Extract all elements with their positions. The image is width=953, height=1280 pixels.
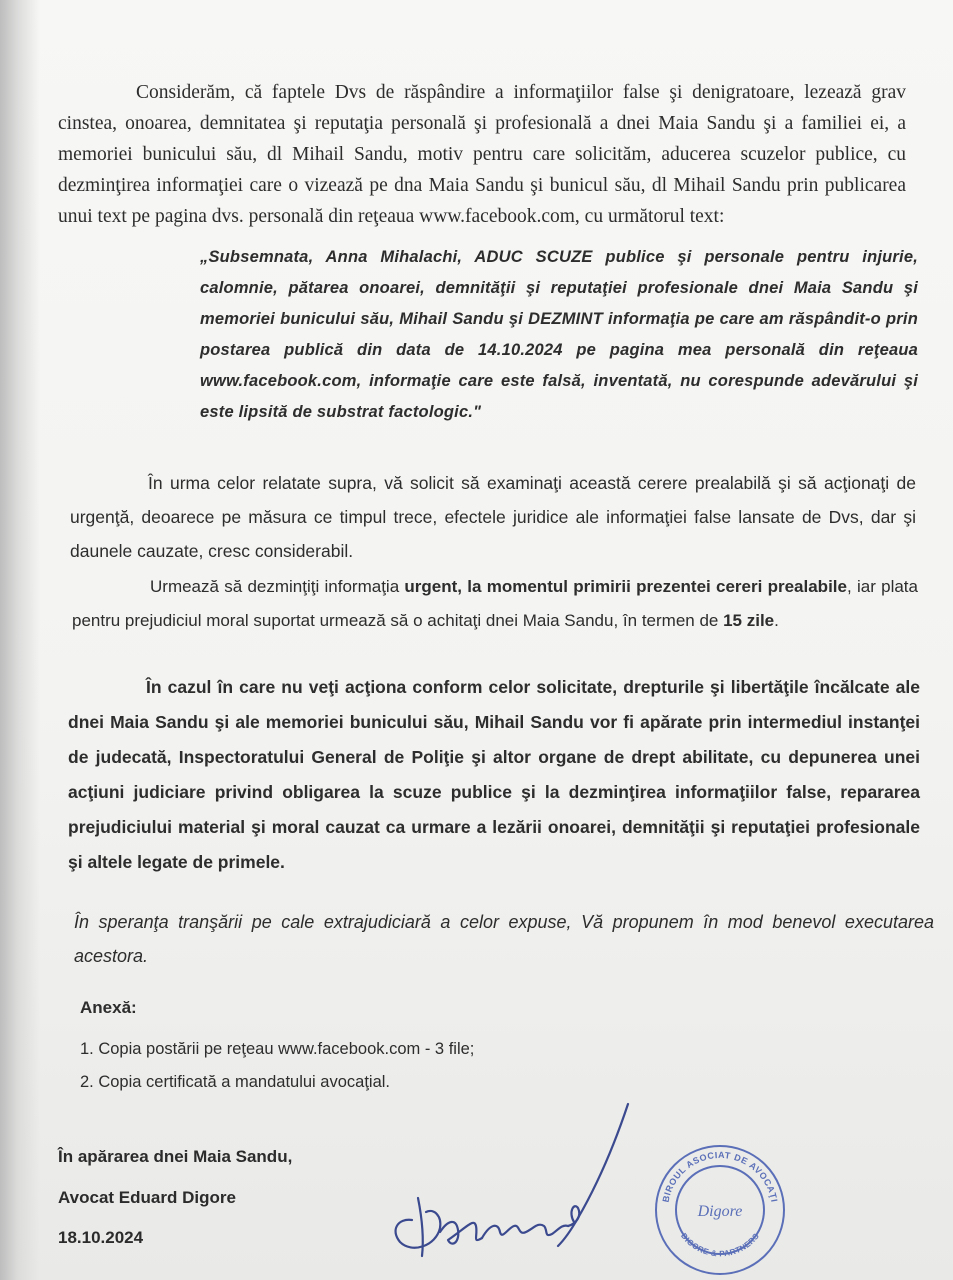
- stamp-bottom-text: DIGORE & PARTNERS: [679, 1231, 761, 1259]
- deadline-urgent: urgent, la momentul primirii prezentei cereri prealabile: [404, 577, 847, 596]
- paragraph-hope: În speranţa tranşării pe cale extrajudiciară a celor expuse, Vă propunem în mod benevol executarea acestora.: [74, 912, 934, 966]
- annex-item: 2. Copia certificată a mandatului avocaţial.: [80, 1073, 391, 1091]
- signature-line-defense: În apărarea dnei Maia Sandu,: [58, 1147, 293, 1166]
- annex-item: 1. Copia postării pe reţeau www.facebook.com - 3 file;: [80, 1040, 475, 1058]
- paragraph-request: În urma celor relatate supra, vă solicit să examinaţi această cerere prealabilă şi să acţionaţi de urgenţă, deoarece pe măsura ce timpul trece, efectele juridice ale informaţiei false lansate de Dvs, dar şi daunele cauzate, cresc considerabil.: [70, 473, 916, 561]
- stamp-center-text: Digore: [697, 1203, 743, 1220]
- paragraph-considering: Considerăm, că faptele Dvs de răspândire a informaţiilor false şi denigratoare, lezează grav cinstea, onoarea, demnitatea şi reputaţia personală şi profesională a dnei Maia Sandu şi a familiei ei, a memoriei bunicului său, dl Mihail Sandu, motiv pentru care solicităm, aducerea scuzelor publice, cu dezminţirea informaţiei care o vizează pe dna Maia Sandu şi bunicul său, dl Mihail Sandu prin publicarea unui text pe pagina dvs. personală din reţeaua www.facebook.com, cu următorul text:: [58, 82, 906, 227]
- deadline-text-2: , iar plata pentru prejudiciul moral suportat urmează să o achitaţi dnei Maia Sandu, în termen de: [72, 577, 918, 630]
- paragraph-case: În cazul în care nu veţi acţiona conform celor solicitate, drepturile şi libertăţile încălcate ale dnei Maia Sandu şi ale memoriei bunicului său, Mihail Sandu vor fi apărate prin intermediul instanţei de judecată, Inspectoratului General de Poliţie şi altor organe de drept abilitate, cu depunerea unei acţiuni judiciare privind obligarea la scuze publice şi la dezminţirea informaţiilor false, repararea prejudiciului material şi moral cauzat ca urmare a lezării onoarei, demnităţii şi reputaţiei profesionale şi altele legate de primele.: [68, 677, 920, 872]
- handwritten-signature: [378, 1100, 638, 1260]
- signature-date: 18.10.2024: [58, 1228, 144, 1247]
- signature-line-lawyer: Avocat Eduard Digore: [58, 1188, 236, 1207]
- paragraph-deadline: [72, 570, 918, 638]
- deadline-text-1: Urmează să dezminţiţi informaţia: [150, 577, 405, 596]
- annex-title: Anexă:: [80, 998, 137, 1017]
- deadline-days: 15 zile: [723, 611, 775, 630]
- svg-text:DIGORE & PARTNERS: [679, 1231, 761, 1258]
- lawyer-stamp: [650, 1140, 790, 1280]
- page-shadow-edge: [0, 0, 40, 1280]
- stamp-ring-text: BIROUL ASOCIAT DE AVOCAŢI: [660, 1149, 780, 1204]
- apology-quote: „Subsemnata, Anna Mihalachi, ADUC SCUZE publice şi personale pentru injurie, calomnie, pătarea onoarei, demnităţii şi reputaţiei profesionale dnei Maia Sandu şi memoriei bunicului său, Mihail Sandu şi DEZMINT informaţia pe care am răspândit-o prin postarea publică din data de 14.10.2024 pe pagina mea personală din reţeaua www.facebook.com, informaţie care este falsă, inventată, nu corespunde adevărului şi este lipsită de substrat factologic.": [200, 248, 918, 421]
- deadline-text-3: .: [774, 611, 779, 630]
